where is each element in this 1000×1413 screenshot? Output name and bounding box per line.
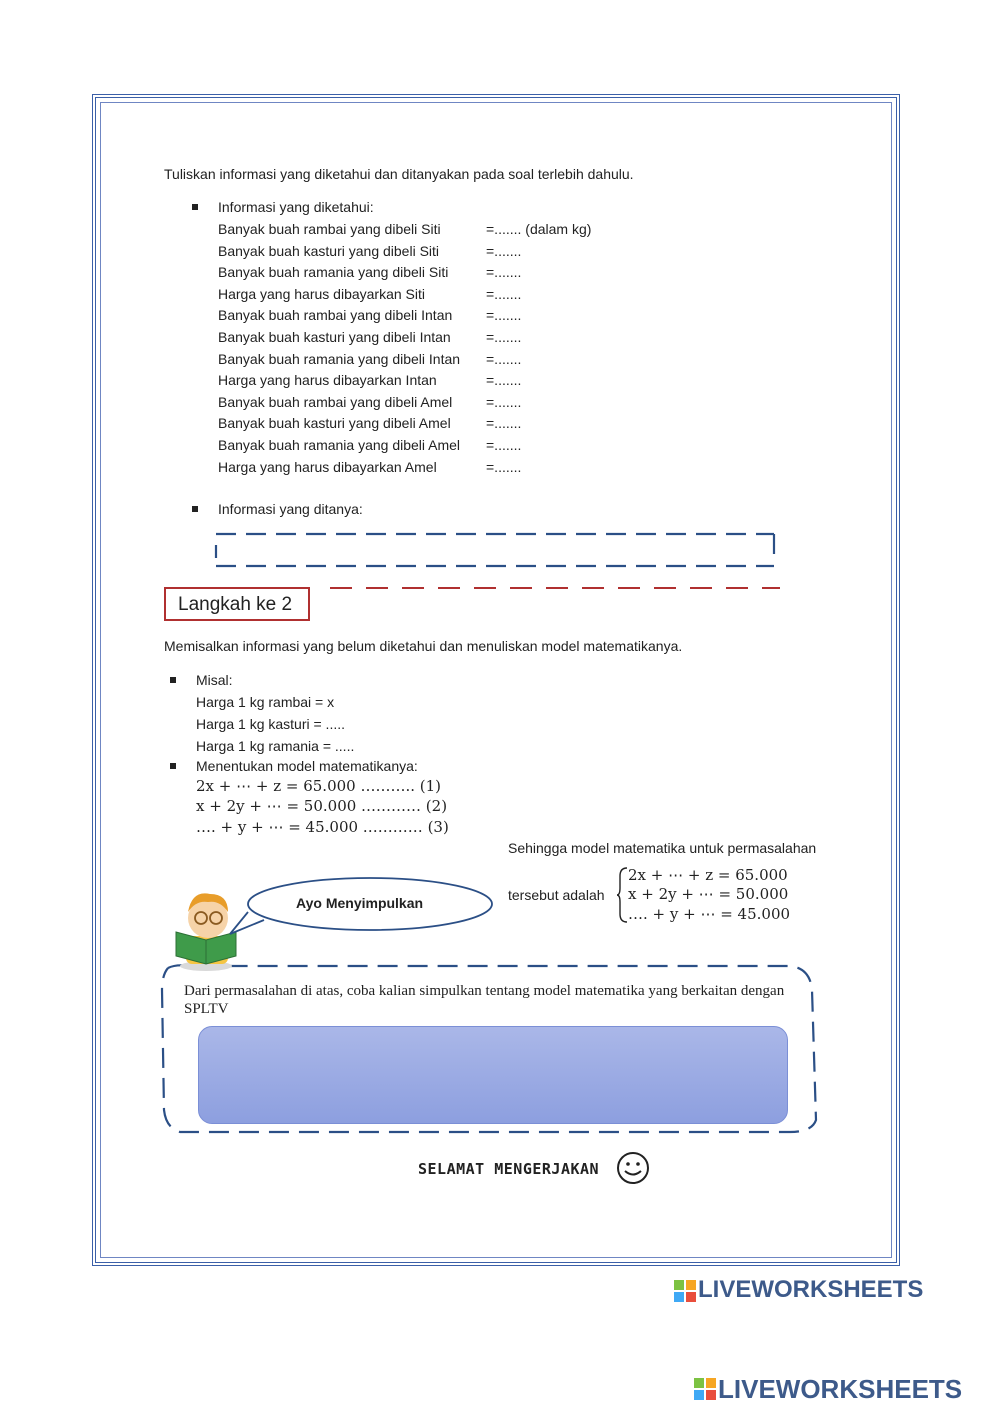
bullet-model — [170, 763, 176, 769]
known-row-value[interactable]: =....... — [486, 415, 522, 432]
known-row-value[interactable]: =....... — [486, 264, 522, 281]
known-row-label: Harga yang harus dibayarkan Siti — [218, 285, 426, 302]
misal-ramania: Harga 1 kg ramania = ..... — [196, 738, 355, 754]
conclusion-line-1: Sehingga model matematika untuk permasalahan — [508, 840, 817, 856]
known-row-label: Banyak buah kasturi yang dibeli Siti — [218, 242, 440, 259]
known-row-label: Banyak buah rambai yang dibeli Amel — [218, 393, 453, 410]
model-title: Menentukan model matematikanya: — [196, 758, 418, 774]
equation-2: x + 2y + ⋯ = 50.000 ………… (2) — [196, 797, 448, 815]
known-row-value[interactable]: =....... — [486, 285, 522, 302]
asked-answer-field[interactable] — [217, 538, 773, 564]
system-eq-1: 2x + ⋯ + z = 65.000 — [628, 866, 788, 884]
equation-1: 2x + ⋯ + z = 65.000 ……….. (1) — [196, 777, 442, 795]
equation-3: …. + y + ⋯ = 45.000 ………… (3) — [196, 818, 449, 836]
known-row-value[interactable]: =....... — [486, 372, 522, 389]
known-row-label: Banyak buah rambai yang dibeli Siti — [218, 221, 441, 237]
brand-text-footer: LIVEWORKSHEETS — [718, 1374, 963, 1404]
known-row-value[interactable]: =....... — [486, 458, 522, 475]
known-row-label: Banyak buah ramania yang dibeli Intan — [218, 350, 461, 367]
known-row-value[interactable]: =....... — [486, 307, 522, 324]
step-description: Memisalkan informasi yang belum diketahui dan menuliskan model matematikanya. — [164, 638, 683, 654]
known-row-value[interactable]: =....... — [486, 437, 522, 453]
bullet-misal — [170, 677, 176, 683]
known-row-label: Banyak buah ramania yang dibeli Amel — [218, 437, 461, 453]
student-illustration — [172, 876, 502, 972]
known-title: Informasi yang diketahui: — [218, 199, 374, 215]
smiley-icon — [615, 1150, 651, 1186]
known-row-value[interactable]: =....... — [486, 350, 522, 367]
speech-bubble-text: Ayo Menyimpulkan — [296, 895, 424, 911]
liveworksheets-logo-icon-footer — [694, 1378, 716, 1400]
known-row-label: Banyak buah rambai yang dibeli Intan — [218, 307, 453, 324]
student-reading-icon — [176, 893, 236, 971]
known-row-label: Harga yang harus dibayarkan Intan — [218, 372, 437, 389]
system-eq-3: …. + y + ⋯ = 45.000 — [628, 905, 791, 923]
asked-title: Informasi yang ditanya: — [218, 501, 363, 517]
misal-rambai: Harga 1 kg rambai = x — [196, 694, 335, 710]
known-row-label: Banyak buah ramania yang dibeli Siti — [218, 264, 449, 281]
intro-text: Tuliskan informasi yang diketahui dan ditanyakan pada soal terlebih dahulu. — [164, 166, 634, 182]
brand-text-inner: LIVEWORKSHEETS — [698, 1276, 924, 1303]
known-row-value[interactable]: =....... — [486, 393, 522, 410]
known-row-label: Harga yang harus dibayarkan Amel — [218, 458, 437, 475]
known-row-value[interactable]: =....... — [486, 242, 522, 259]
misal-kasturi: Harga 1 kg kasturi = ..... — [196, 716, 346, 732]
known-row-label: Banyak buah kasturi yang dibeli Intan — [218, 329, 451, 345]
known-row-value[interactable]: =....... — [486, 329, 522, 345]
conclusion-answer-box[interactable] — [198, 1026, 788, 1124]
conclusion-line-2: tersebut adalah — [508, 887, 605, 903]
closing-text: SELAMAT MENGERJAKAN — [418, 1160, 600, 1178]
liveworksheets-logo-icon — [674, 1280, 696, 1302]
system-eq-2: x + 2y + ⋯ = 50.000 — [628, 885, 789, 903]
step-heading: Langkah ke 2 — [164, 587, 310, 621]
conclusion-prompt: Dari permasalahan di atas, coba kalian simpulkan tentang model matematika yang berkaitan dengan SPLTV — [184, 983, 785, 1017]
known-row-value[interactable]: =....... (dalam kg) — [486, 221, 592, 237]
misal-title: Misal: — [196, 672, 233, 688]
known-row-label: Banyak buah kasturi yang dibeli Amel — [218, 415, 451, 432]
